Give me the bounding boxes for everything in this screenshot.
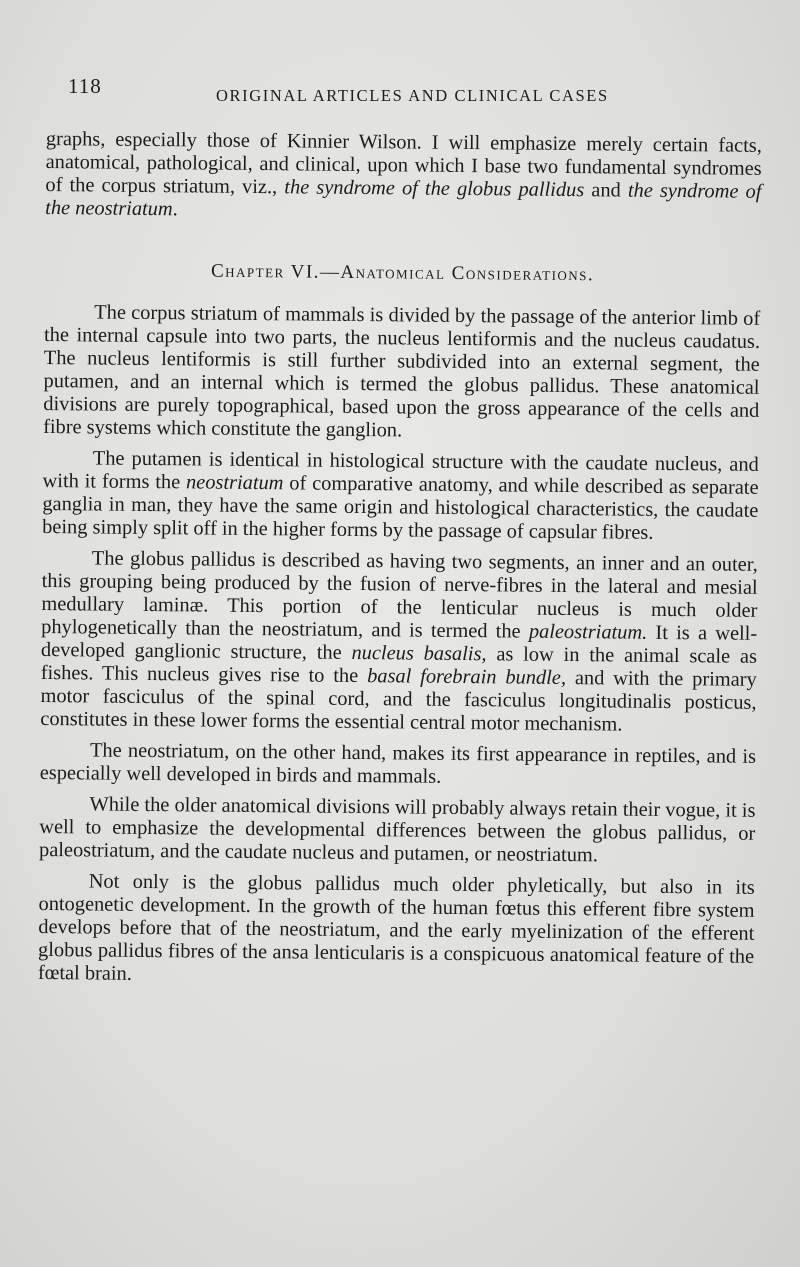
- paragraph-4: The neostriatum, on the other hand, makes its first appearance in reptiles, and is especially well developed in birds and mammals.: [39, 739, 757, 788]
- paragraph-5: While the older anatomical divisions will probably always retain their vogue, it is well to emphasize the developmental differences between the globus pallidus, or paleostriatum, and the caudate nucleus and putamen, or neostriatum.: [38, 793, 756, 867]
- page-header: [68, 74, 768, 106]
- paragraph-1: The corpus striatum of mammals is divided by the passage of the anterior limb of the internal capsule into two parts, the nucleus lentiformis and the nucleus caudatus. The nucleus lentiformis is still further subdivided into an external segment, the putamen, and an internal which is termed the globus pallidus. These anatomical divisions are purely topographical, based upon the gross appearance of the cells and fibre systems which constitute the ganglion.: [43, 301, 761, 442]
- running-head: ORIGINAL ARTICLES AND CLINICAL CASES: [216, 86, 609, 105]
- page-number: 118: [68, 74, 102, 98]
- paragraph-2: The putamen is identical in histological structure with the caudate nucleus, and with it forms the neostriatum of comparative anatomy, and while described as separate ganglia in man, they have the same origin and histological characteristics, the caudate being simply split off in the higher forms by the passage of capsular fibres.: [42, 447, 759, 544]
- body-text: [38, 128, 762, 992]
- chapter-heading: Chapter VI.—Anatomical Considerations.: [210, 260, 595, 286]
- paragraph-6: Not only is the globus pallidus much older phyletically, but also in its ontogenetic development. In the growth of the human fœtus this efferent fibre system develops before that of the neostriatum, and the early myelinization of the efferent globus pallidus fibres of the ansa lenticularis is a conspicuous anatomical feature of the fœtal brain.: [37, 870, 755, 985]
- paragraph-3: The globus pallidus is described as having two segments, an inner and an outer, this grouping being produced by the fusion of nerve-fibres in the lateral and mesial medullary laminæ. This portion of the lenticular nucleus is much older phylogenetically than the neostriatum, and is termed the paleostriatum. It is a well-developed ganglionic structure, the nucleus basalis, as low in the animal scale as fishes. This nucleus gives rise to the basal forebrain bundle, and with the primary motor fasciculus of the spinal cord, and the fasciculus longitudinalis posticus, constitutes in these lower forms the essential central motor mechanism.: [40, 547, 758, 736]
- intro-paragraph: graphs, especially those of Kinnier Wilson. I will emphasize merely certain facts, anatomical, pathological, and clinical, upon which I base two fundamental syndromes of the corpus striatum, viz., the syndrome of the globus pallidus and the syndrome of the neostriatum.: [45, 128, 762, 221]
